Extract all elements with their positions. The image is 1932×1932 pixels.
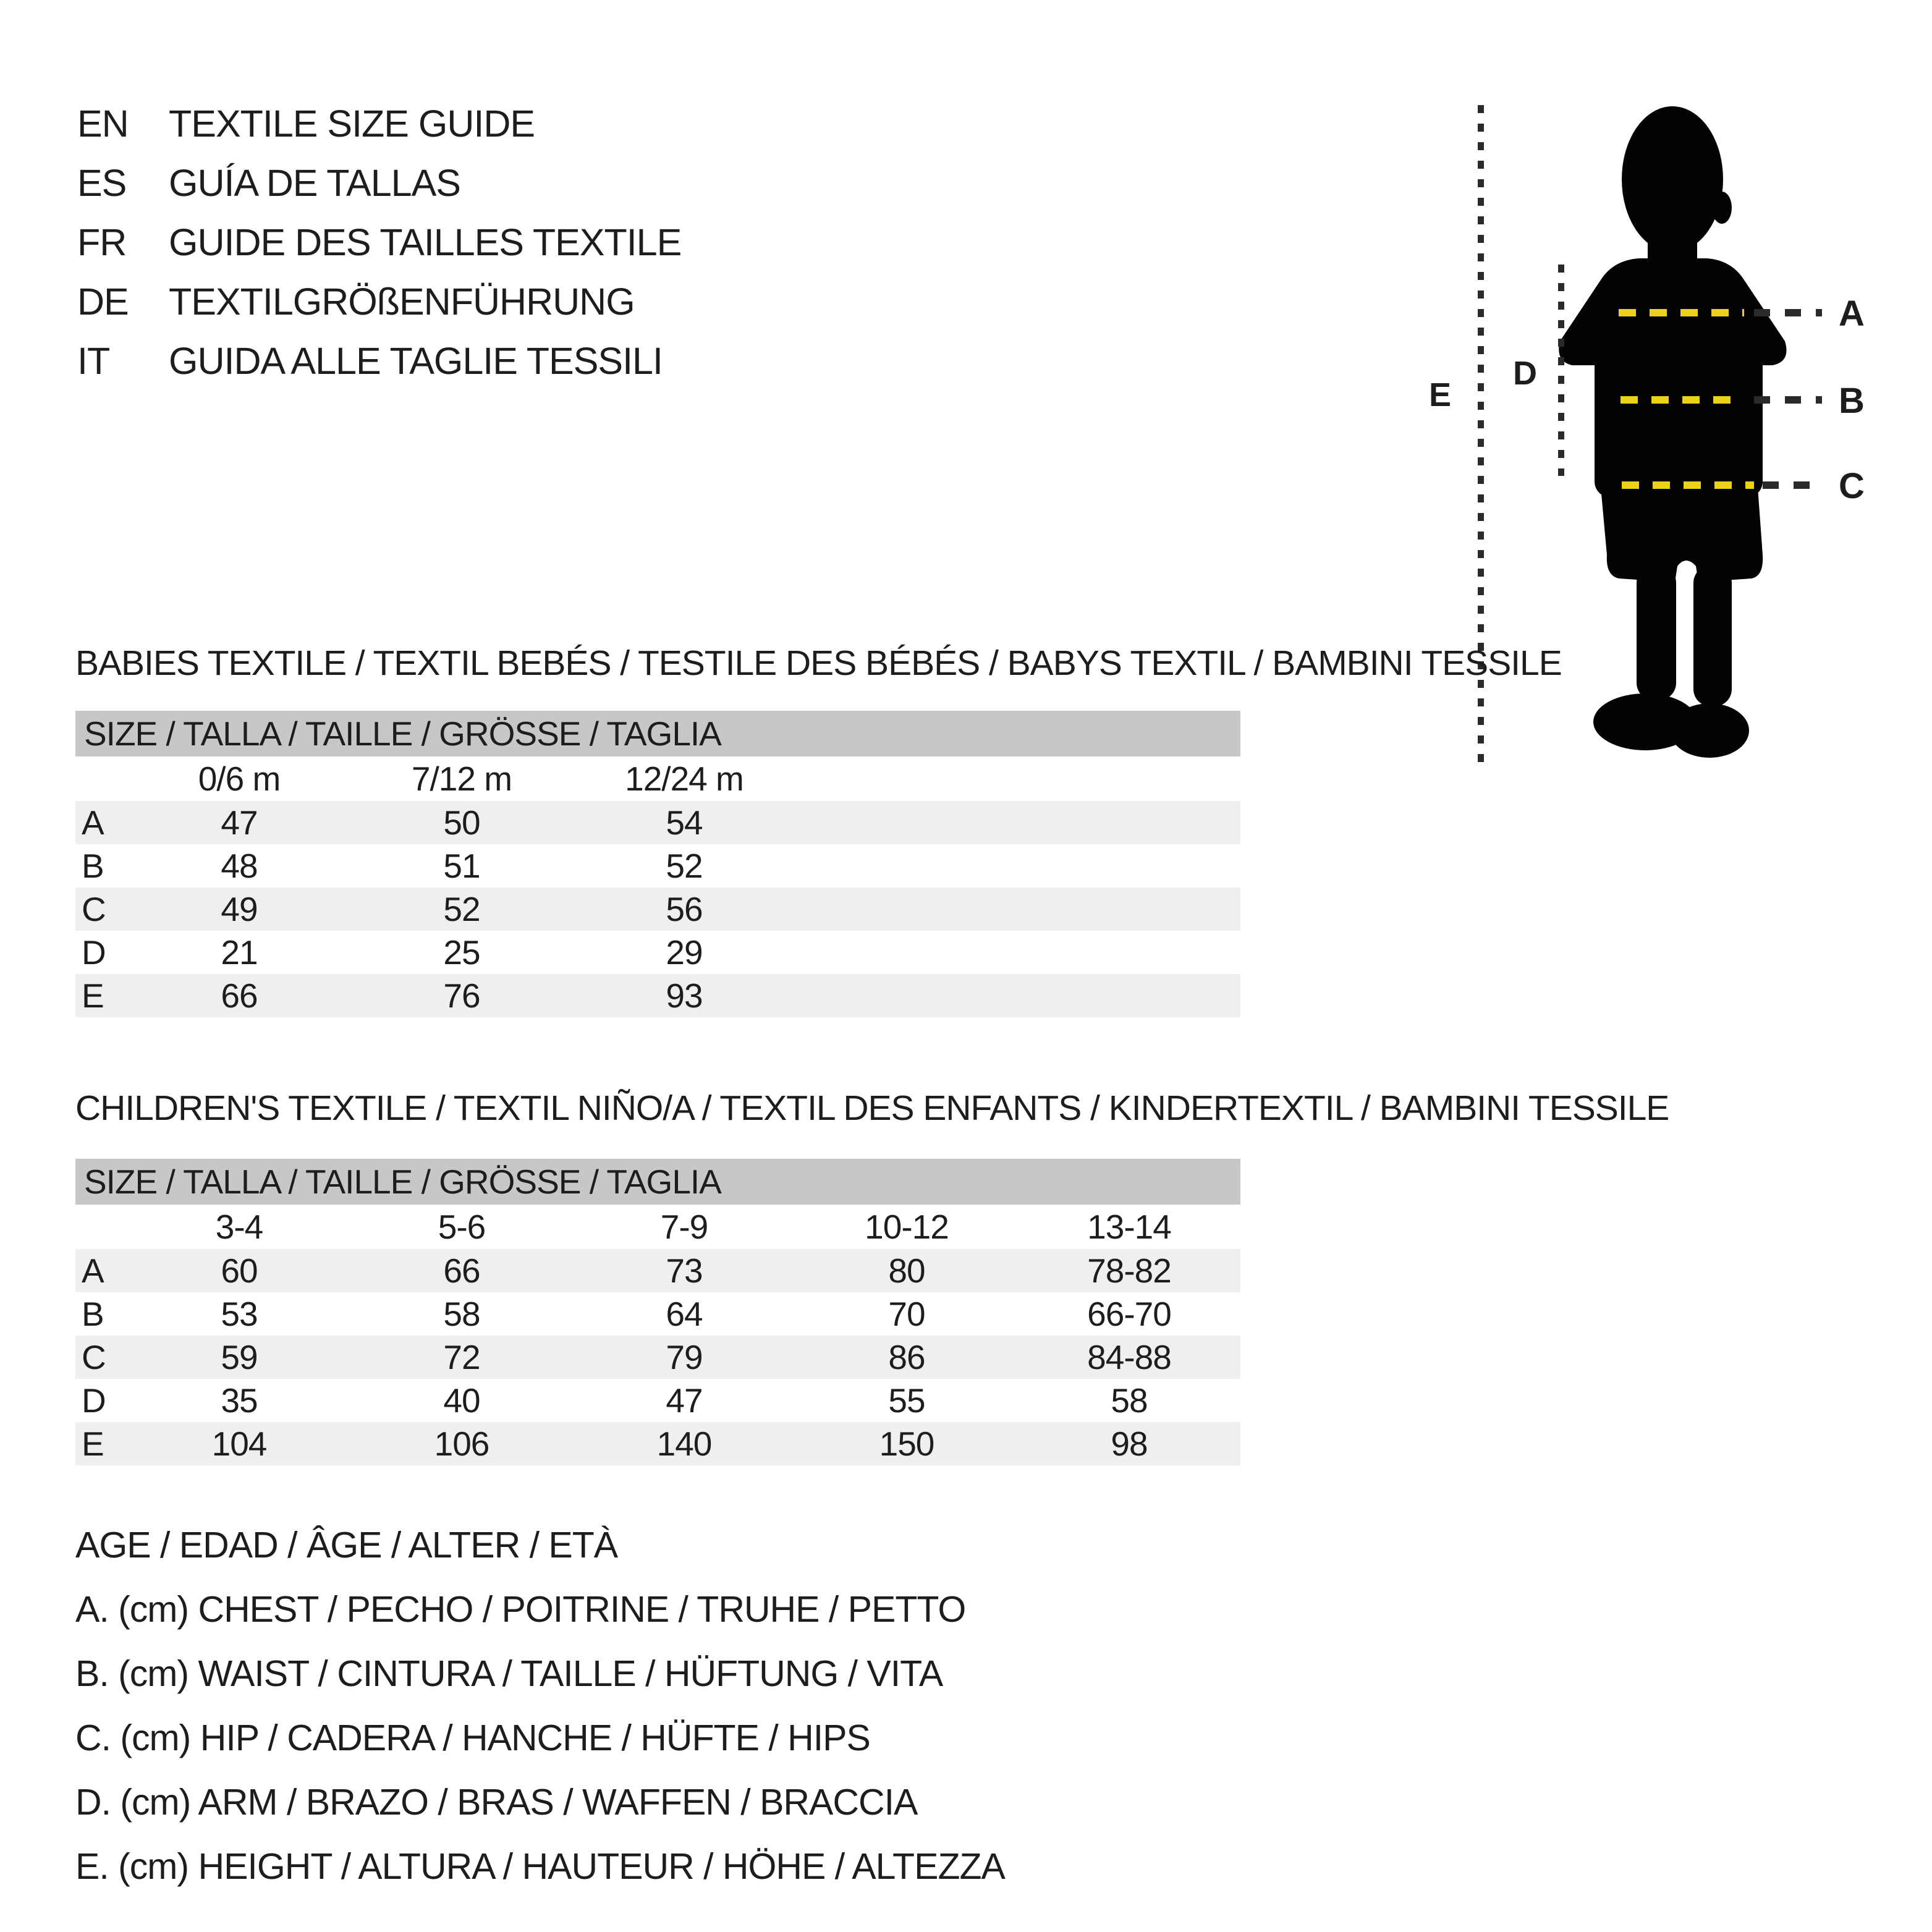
- value-cell: 140: [656, 1425, 712, 1463]
- language-code: EN: [77, 103, 129, 145]
- value-cell: 73: [666, 1252, 703, 1290]
- table-row: [75, 1336, 1240, 1379]
- legend-line: A. (cm) CHEST / PECHO / POITRINE / TRUHE / PETTO: [75, 1589, 966, 1630]
- language-title: GUIDE DES TAILLES TEXTILE: [169, 221, 682, 263]
- value-cell: 59: [221, 1338, 258, 1376]
- child-figure-diagram: [1421, 74, 1932, 791]
- legend-line: E. (cm) HEIGHT / ALTURA / HAUTEUR / HÖHE / ALTEZZA: [75, 1846, 1005, 1887]
- label-E: E: [1429, 376, 1452, 413]
- value-cell: 21: [221, 933, 258, 972]
- value-cell: 52: [443, 890, 480, 928]
- table-row: [75, 1249, 1240, 1292]
- children-section-title: CHILDREN'S TEXTILE / TEXTIL NIÑO/A / TEXTIL DES ENFANTS / KINDERTEXTIL / BAMBINI TESSILE: [75, 1088, 1669, 1128]
- measurement-diagram: [1421, 74, 1932, 791]
- table-row: [75, 844, 1240, 888]
- value-cell: 66: [443, 1252, 480, 1290]
- language-row-de: [77, 272, 681, 331]
- table-row: [75, 1379, 1240, 1422]
- language-row-it: [77, 331, 681, 391]
- table-row: [75, 1292, 1240, 1336]
- language-code: ES: [77, 162, 127, 204]
- column-header-row: [75, 1205, 1240, 1249]
- legend-line: C. (cm) HIP / CADERA / HANCHE / HÜFTE / HIPS: [75, 1718, 870, 1758]
- language-code: DE: [77, 281, 129, 323]
- value-cell: 47: [666, 1381, 703, 1420]
- column-header: 12/24 m: [625, 760, 744, 798]
- value-cell: 58: [1111, 1381, 1148, 1420]
- size-label-cell: E: [82, 1425, 104, 1463]
- value-cell: 86: [888, 1338, 925, 1376]
- value-cell: 58: [443, 1295, 480, 1333]
- table-row: [75, 974, 1240, 1017]
- size-label-cell: C: [82, 890, 106, 928]
- label-A: A: [1839, 294, 1865, 334]
- value-cell: 60: [221, 1252, 258, 1290]
- value-cell: 40: [443, 1381, 480, 1420]
- value-cell: 76: [443, 977, 480, 1015]
- value-cell: 47: [221, 803, 258, 842]
- value-cell: 66: [221, 977, 258, 1015]
- column-header: 7-9: [660, 1208, 708, 1246]
- table-row: [75, 1422, 1240, 1465]
- value-cell: 93: [666, 977, 703, 1015]
- value-cell: 25: [443, 933, 480, 972]
- column-header: 0/6 m: [198, 760, 281, 798]
- size-label-cell: E: [82, 977, 104, 1015]
- language-title-list: [77, 94, 681, 391]
- value-cell: 50: [443, 803, 480, 842]
- column-header: 10-12: [865, 1208, 949, 1246]
- size-label-cell: D: [82, 1381, 106, 1420]
- value-cell: 56: [666, 890, 703, 928]
- column-header-row: [75, 756, 1240, 801]
- column-header: 3-4: [215, 1208, 263, 1246]
- language-row-es: [77, 153, 681, 213]
- value-cell: 78-82: [1087, 1252, 1171, 1290]
- column-header: 5-6: [438, 1208, 486, 1246]
- language-code: FR: [77, 221, 127, 263]
- language-row-en: [77, 94, 681, 153]
- value-cell: 54: [666, 803, 703, 842]
- language-title: GUIDA ALLE TAGLIE TESSILI: [169, 340, 663, 382]
- language-title: GUÍA DE TALLAS: [169, 162, 460, 204]
- label-C: C: [1839, 466, 1865, 506]
- legend-line: B. (cm) WAIST / CINTURA / TAILLE / HÜFTUNG / VITA: [75, 1653, 943, 1694]
- value-cell: 53: [221, 1295, 258, 1333]
- size-label-cell: B: [82, 847, 104, 885]
- table-row: [75, 888, 1240, 931]
- value-cell: 70: [888, 1295, 925, 1333]
- babies-size-table: [75, 711, 1240, 1017]
- size-label-cell: A: [82, 1252, 104, 1290]
- language-row-fr: [77, 213, 681, 272]
- value-cell: 150: [879, 1425, 934, 1463]
- value-cell: 98: [1111, 1425, 1148, 1463]
- child-silhouette: [1559, 106, 1786, 758]
- size-label-cell: B: [82, 1295, 104, 1333]
- size-label-cell: A: [82, 803, 104, 842]
- value-cell: 49: [221, 890, 258, 928]
- size-label-cell: C: [82, 1338, 106, 1376]
- size-header-bar: SIZE / TALLA / TAILLE / GRÖSSE / TAGLIA: [75, 1159, 1240, 1205]
- size-label-cell: D: [82, 933, 106, 972]
- children-size-table: [75, 1159, 1240, 1465]
- value-cell: 55: [888, 1381, 925, 1420]
- legend-line: D. (cm) ARM / BRAZO / BRAS / WAFFEN / BRACCIA: [75, 1782, 918, 1823]
- table-row: [75, 931, 1240, 974]
- table-row: [75, 801, 1240, 844]
- language-code: IT: [77, 340, 110, 382]
- measurement-legend: [75, 1513, 1005, 1899]
- label-D: D: [1513, 355, 1537, 392]
- value-cell: 80: [888, 1252, 925, 1290]
- value-cell: 106: [434, 1425, 489, 1463]
- size-header-bar: SIZE / TALLA / TAILLE / GRÖSSE / TAGLIA: [75, 711, 1240, 756]
- value-cell: 29: [666, 933, 703, 972]
- value-cell: 51: [443, 847, 480, 885]
- column-header: 13-14: [1087, 1208, 1171, 1246]
- value-cell: 72: [443, 1338, 480, 1376]
- legend-line: AGE / EDAD / ÂGE / ALTER / ETÀ: [75, 1525, 618, 1566]
- value-cell: 84-88: [1087, 1338, 1171, 1376]
- value-cell: 52: [666, 847, 703, 885]
- value-cell: 66-70: [1087, 1295, 1171, 1333]
- babies-section-title: BABIES TEXTILE / TEXTIL BEBÉS / TESTILE DES BÉBÉS / BABYS TEXTIL / BAMBINI TESSILE: [75, 643, 1562, 683]
- value-cell: 48: [221, 847, 258, 885]
- column-header: 7/12 m: [411, 760, 512, 798]
- value-cell: 35: [221, 1381, 258, 1420]
- label-B: B: [1839, 381, 1865, 421]
- value-cell: 64: [666, 1295, 703, 1333]
- language-title: TEXTILE SIZE GUIDE: [169, 103, 535, 145]
- language-title: TEXTILGRÖßENFÜHRUNG: [169, 281, 635, 323]
- value-cell: 79: [666, 1338, 703, 1376]
- value-cell: 104: [211, 1425, 267, 1463]
